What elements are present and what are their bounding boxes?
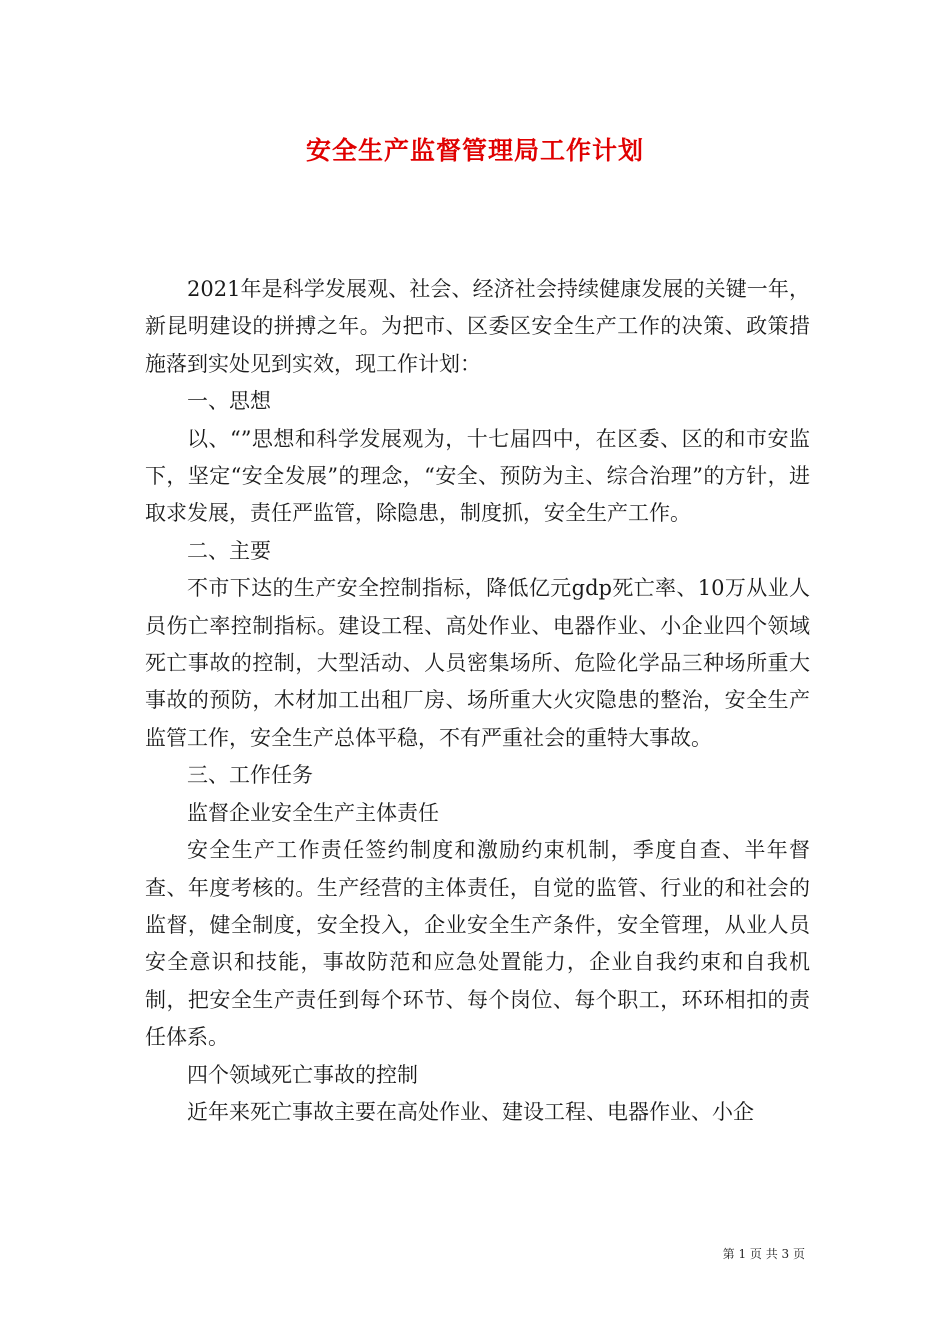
section-heading-tasks: 三、工作任务 xyxy=(187,763,313,788)
section-heading-thought: 一、思想 xyxy=(187,389,271,414)
document-body xyxy=(145,271,810,1131)
section-heading-main: 二、主要 xyxy=(187,538,271,563)
document-title: 安全生产监督管理局工作计划 xyxy=(305,136,644,165)
paragraph-thought: 以、“”思想和科学发展观为，十七届四中，在区委、区的和市安监下，坚定“安全发展”的理念，“安全、预防为主、综合治理”的方针，进取求发展，责任严监管，除隐患，制度抓，安全生产工作。 xyxy=(145,426,810,526)
subheading-four-areas: 四个领域死亡事故的控制 xyxy=(187,1062,418,1087)
paragraph-intro: 2021年是科学发展观、社会、经济社会持续健康发展的关键一年，新昆明建设的拼搏之年。为把市、区委区安全生产工作的决策、政策措施落到实处见到实效，现工作计划： xyxy=(145,277,810,376)
paragraph-four-areas: 近年来死亡事故主要在高处作业、建设工程、电器作业、小企 xyxy=(187,1099,754,1124)
paragraph-main: 不市下达的生产安全控制指标，降低亿元gdp死亡率、10万从业人员伤亡率控制指标。建设工程、高处作业、电器作业、小企业四个领域死亡事故的控制，大型活动、人员密集场所、危险化学品三种场所重大事故的预防，木材加工出租厂房、场所重大火灾隐患的整治，安全生产监管工作，安全生产总体平稳，不有严重社会的重特大事故。 xyxy=(145,576,810,750)
page-number: 第 1 页 共 3 页 xyxy=(722,1247,805,1261)
subheading-responsibility: 监督企业安全生产主体责任 xyxy=(187,800,439,825)
paragraph-responsibility: 安全生产工作责任签约制度和激励约束机制，季度自查、半年督查、年度考核的。生产经营的主体责任，自觉的监管、行业的和社会的监督，健全制度，安全投入，企业安全生产条件，安全管理，从业人员安全意识和技能，事故防范和应急处置能力，企业自我约束和自我机制，把安全生产责任到每个环节、每个岗位、每个职工，环环相扣的责任体系。 xyxy=(145,838,810,1050)
